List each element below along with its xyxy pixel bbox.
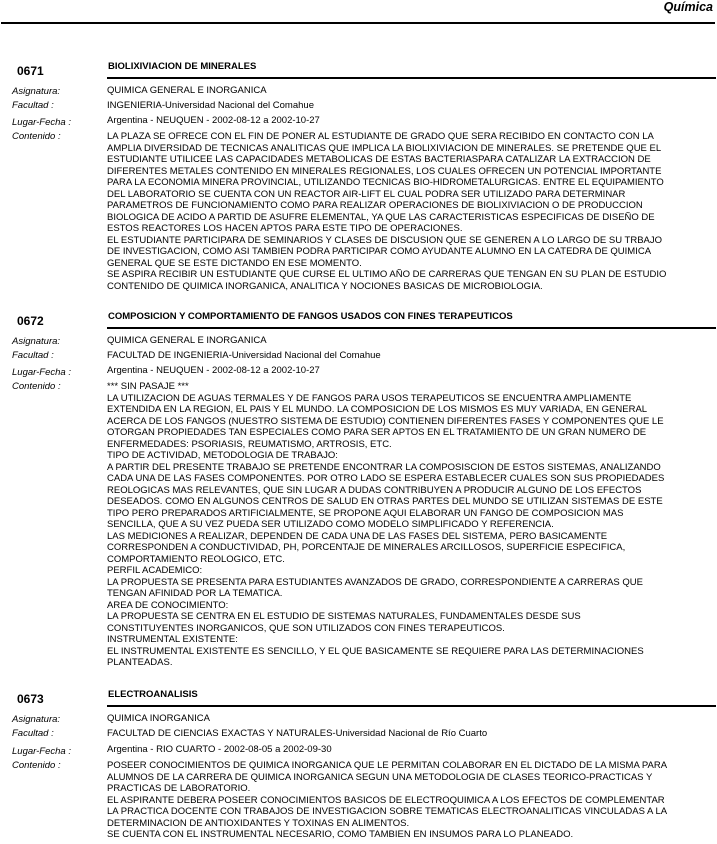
entry-divider [107,77,716,79]
content-line: SENCILLA, QUE A SU VEZ PUEDA SER UTILIZADO COMO MODELO SIMPLIFICADO Y REFERENCIA. [107,519,554,530]
facultad-value: FACULTAD DE INGENIERIA-Universidad Nacional del Comahue [107,350,381,361]
content-line: SE CUENTA CON EL INSTRUMENTAL NECESARIO, COMO TAMBIEN EN INSUMOS PARA LO PLANEADO. [107,829,574,840]
entry-title: COMPOSICION Y COMPORTAMIENTO DE FANGOS USADOS CON FINES TERAPEUTICOS [108,311,513,322]
content-line: OTORGAN PROPIEDADES TAN ESPECIALES COMO PARA SER APTOS EN EL TRATAMIENTO DE UN GRAN NUMERO DE [107,427,647,438]
lugar-fecha-label: Lugar-Fecha : [12,746,71,757]
content-line: TIPO DE ACTIVIDAD, METODOLOGIA DE TRABAJO: [107,450,338,461]
content-line: CORRESPONDEN A CONDUCTIVIDAD, PH, PORCENTAJE DE MINERALES ARCILLOSOS, SUPERFICIE ESPECIFICA, [107,542,626,553]
entry-divider [107,327,716,329]
content-line: LA PRACTICA DOCENTE CON TRABAJOS DE INVESTIGACION SOBRE TEMATICAS ELECTROANALITICAS VINCULADAS A LA [107,806,668,817]
content-line: SE ASPIRA RECIBIR UN ESTUDIANTE QUE CURSE EL ULTIMO AÑO DE CARRERAS QUE TENGAN EN SU PLAN DE ESTUDIO [107,269,667,280]
asignatura-value: QUIMICA GENERAL E INORGANICA [107,335,267,346]
contenido-value [107,381,713,669]
asignatura-label: Asignatura: [12,86,61,97]
content-line: ENFERMEDADES: PSORIASIS, REUMATISMO, ARTROSIS, ETC. [107,438,392,450]
content-line: ALUMNOS DE LA CARRERA DE QUIMICA INORGANICA SEGUN UNA METODOLOGIA DE CLASES TEORICO-PRACTICAS Y [107,771,653,783]
entry-title: BIOLIXIVIACION DE MINERALES [108,61,257,72]
content-line: GENERAL QUE SE ESTE DICTANDO EN ESE MOMENTO. [107,257,362,269]
content-line: BIOLOGICA DE ACIDO A PARTID DE ASUFRE ELEMENTAL, YA QUE LAS CARACTERISTICAS ESPECIFICAS DE DISEÑO DE [107,211,655,223]
contenido-label: Contenido : [12,131,61,142]
facultad-label: Facultad : [12,728,54,739]
asignatura-value: QUIMICA INORGANICA [107,713,210,724]
facultad-label: Facultad : [12,100,54,111]
content-line: COMPORTAMIENTO REOLOGICO, ETC. [107,553,285,565]
content-line: POSEER CONOCIMIENTOS DE QUIMICA INORGANICA QUE LE PERMITAN COLABORAR EN EL DICTADO DE LA MISMA PARA [107,760,668,771]
facultad-value: INGENIERIA-Universidad Nacional del Comahue [107,100,314,111]
content-line: TIPO PERO PREPARADOS ARTIFICIALMENTE, SE PROPONE AQUI ELABORAR UN FANGO DE COMPOSICION MAS [107,507,624,519]
content-line: EXTENDIDA EN LA REGION, EL PAIS Y EL MUNDO. LA COMPOSICION DE LOS MISMOS ES MUY VARIADA, EN GENERAL [107,404,648,415]
content-line: ESTUDIANTE UTILICEE LAS CAPACIDADES METABOLICAS DE ESTAS BACTERIASPARA CATALIZAR LA EXTRACCION DE [107,154,651,165]
content-line: LAS MEDICIONES A REALIZAR, DEPENDEN DE CADA UNA DE LAS FASES DEL SISTEMA, PERO BASICAMENTE [107,530,608,542]
asignatura-value: QUIMICA GENERAL E INORGANICA [107,85,267,96]
lugar-fecha-label: Lugar-Fecha : [12,367,71,378]
lugar-fecha-value: Argentina - NEUQUEN - 2002-08-12 a 2002-10-27 [107,115,320,126]
content-line: EL ASPIRANTE DEBERA POSEER CONOCIMIENTOS BASICOS DE ELECTROQUIMICA A LOS EFECTOS DE COMPLEMENTAR [107,794,665,806]
content-line: CADA UNA DE LAS FASES COMPONENTES. POR OTRO LADO SE ESPERA ESTABLECER CUALES SON SUS PROPIEDADES [107,473,665,484]
lugar-fecha-value: Argentina - RIO CUARTO - 2002-08-05 a 2002-09-30 [107,744,332,755]
entry-number: 0672 [17,314,44,328]
content-line: A PARTIR DEL PRESENTE TRABAJO SE PRETENDE ENCONTRAR LA COMPOSISCION DE ESTOS SISTEMAS, ANALIZANDO [107,461,661,473]
lugar-fecha-label: Lugar-Fecha : [12,117,71,128]
entry-title: ELECTROANALISIS [108,689,198,700]
content-line: ACERCA DE LOS FANGOS (NUESTRO SISTEMA DE ESTUDIO) CONTIENEN DIFERENTES FASES Y COMPONENTES QUE LE [107,415,664,427]
content-line: PERFIL ACADEMICO: [107,565,203,576]
contenido-value [107,760,713,841]
content-line: PARA LA ECONOMIA MINERA PROVINCIAL, UTILIZANDO TECNICAS BIO-HIDROMETALURGICAS. ENTRE EL EQUIPAMIENTO [107,177,664,188]
header-divider [1,22,715,24]
lugar-fecha-value: Argentina - NEUQUEN - 2002-08-12 a 2002-10-27 [107,365,320,376]
asignatura-label: Asignatura: [12,336,61,347]
entry-divider [107,705,716,707]
facultad-value: FACULTAD DE CIENCIAS EXACTAS Y NATURALES-Universidad Nacional de Río Cuarto [107,728,488,739]
entry-number: 0671 [17,64,44,78]
content-line: PLANTEADAS. [107,657,173,668]
content-line: DIFERENTES METALES CONTENIDO EN MINERALES REGIONALES, LOS CUALES OFRECEN UN POTENCIAL IMPORTANTE [107,165,662,177]
page-title: Química [663,0,713,14]
content-line: EL INSTRUMENTAL EXISTENTE ES SENCILLO, Y EL QUE BASICAMENTE SE REQUIERE PARA LAS DETERMINACIONES [107,645,644,657]
content-line: AMPLIA DIVERSIDAD DE TECNICAS ANALITICAS QUE IMPLICA LA BIOLIXIVIACION DE MINERALES. SE PRETENDE QUE EL [107,142,662,154]
content-line: PRACTICAS DE LABORATORIO. [107,783,251,794]
content-line: ESTOS REACTORES LOS HACEN APTOS PARA ESTE TIPO DE OPERACIONES. [107,223,463,234]
content-line: TENGAN AFINIDAD POR LA TEMATICA. [107,588,283,599]
content-line: PARAMETROS DE FUNCIONAMIENTO COMO PARA REALIZAR OPERACIONES DE BIOLIXIVIACION O DE PRODUCCION [107,200,643,211]
content-line: LA UTILIZACION DE AGUAS TERMALES Y DE FANGOS PARA USOS TERAPEUTICOS SE ENCUENTRA AMPLIAMENTE [107,392,632,404]
content-line: DE INVESTIGACION, COMO ASI TAMBIEN PODRA PARTICIPAR COMO AYUDANTE ALUMNO EN LA CATEDRA DE QUIMICA [107,246,652,257]
asignatura-label: Asignatura: [12,714,61,725]
content-line: LA PROPUESTA SE PRESENTA PARA ESTUDIANTES AVANZADOS DE GRADO, CORRESPONDIENTE A CARRERAS QUE [107,576,643,588]
entry-number: 0673 [17,692,44,706]
content-line: REOLOGICAS MAS RELEVANTES, QUE SIN LUGAR A DUDAS CONTRIBUYEN A PRODUCIR ALGUNO DE LOS EFECTOS [107,484,642,496]
content-line: DETERMINACION DE ANTIOXIDANTES Y TOXINAS EN ALIMENTOS. [107,817,410,829]
contenido-label: Contenido : [12,381,61,392]
content-line: DEL LABORATORIO SE CUENTA CON UN REACTOR AIR-LIFT EL CUAL PODRA SER UTILIZADO PARA DETERMINAR [107,188,626,200]
facultad-label: Facultad : [12,350,54,361]
content-line: LA PROPUESTA SE CENTRA EN EL ESTUDIO DE SISTEMAS NATURALES, FUNDAMENTALES DESDE SUS [107,611,581,622]
content-line: LA PLAZA SE OFRECE CON EL FIN DE PONER AL ESTUDIANTE DE GRADO QUE SERA RECIBIDO EN CONTACTO CON LA [107,131,654,142]
content-line: AREA DE CONOCIMIENTO: [107,599,229,611]
content-line: CONTENIDO DE QUIMICA INORGANICA, ANALITICA Y NOCIONES BASICAS DE MICROBIOLOGIA. [107,280,543,292]
contenido-value [107,131,713,292]
content-line: DESEADOS. COMO EN ALGUNOS CENTROS DE SALUD EN OTRAS PARTES DEL MUNDO SE UTILIZAN SISTEMAS DE ESTE [107,496,663,507]
contenido-label: Contenido : [12,760,61,771]
content-line: EL ESTUDIANTE PARTICIPARA DE SEMINARIOS Y CLASES DE DISCUSION QUE SE GENEREN A LO LARGO DE SU TRBAJO [107,234,663,246]
content-line: INSTRUMENTAL EXISTENTE: [107,634,238,645]
content-line: *** SIN PASAJE *** [107,381,189,392]
content-line: CONSTITUYENTES INORGANICOS, QUE SON UTILIZADOS CON FINES TERAPEUTICOS. [107,622,505,634]
